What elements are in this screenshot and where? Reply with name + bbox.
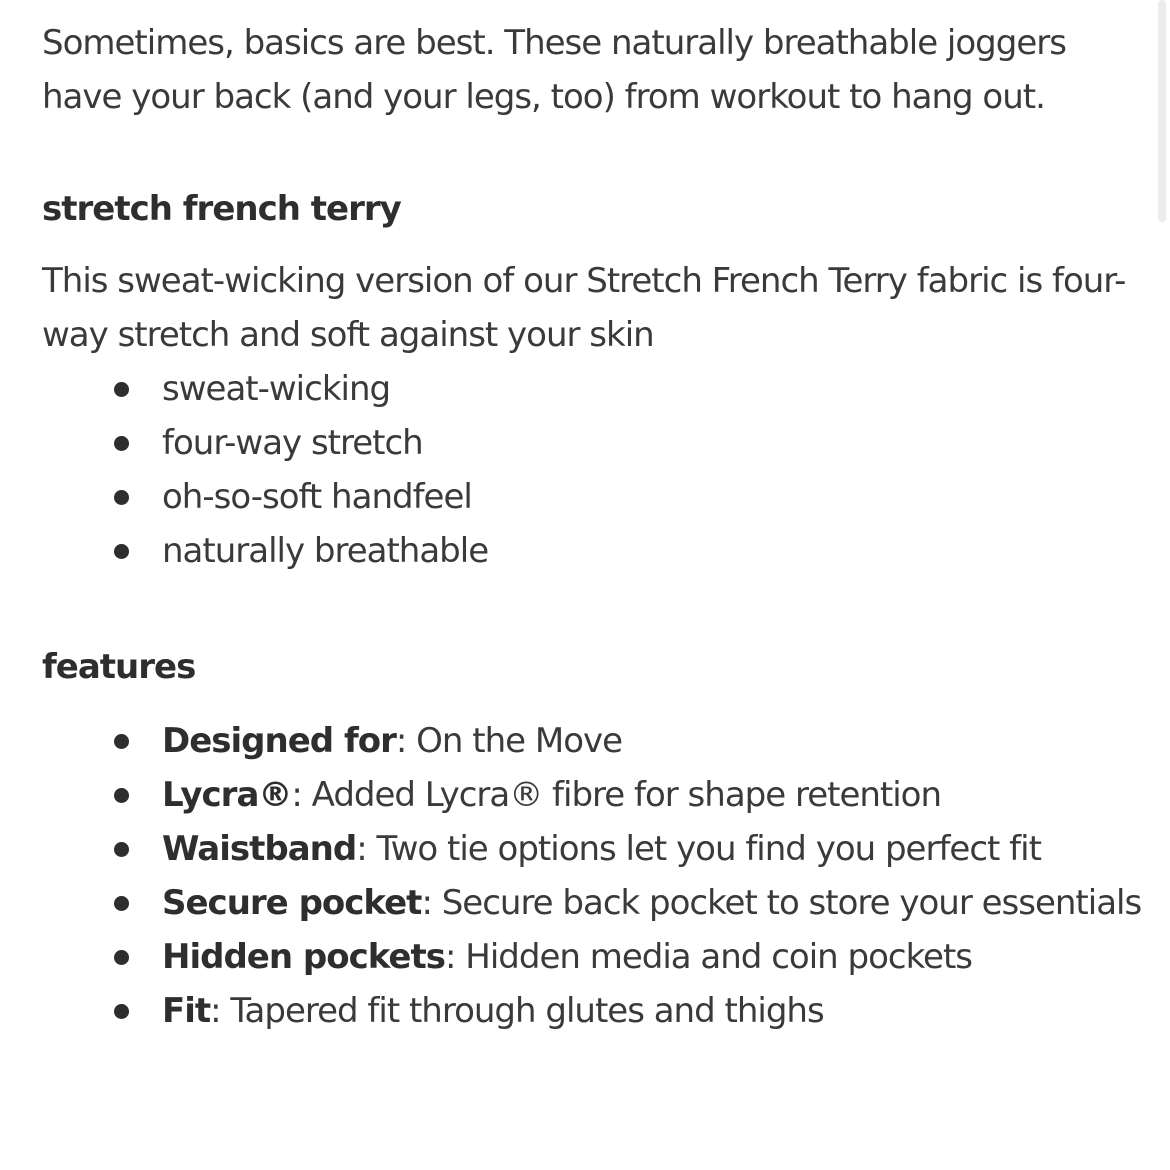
feature-label: Hidden pockets [162, 937, 445, 977]
feature-label: Fit [162, 991, 211, 1031]
list-item [42, 822, 1142, 876]
fabric-bullet-list [42, 362, 1142, 578]
bullet-icon [114, 788, 129, 803]
product-description [42, 16, 1142, 1038]
feature-text: : Two tie options let you find you perfect fit [356, 829, 1041, 869]
feature-label: Designed for [162, 721, 396, 761]
feature-label: Lycra® [162, 775, 292, 815]
fabric-description: This sweat-wicking version of our Stretch French Terry fabric is four-way stretch and soft against your skin [42, 261, 1126, 355]
fabric-heading: stretch french terry [42, 189, 401, 229]
feature-text: : Secure back pocket to store your essentials [421, 883, 1142, 923]
bullet-icon [114, 490, 129, 505]
list-item [42, 362, 1142, 416]
list-item [42, 470, 1142, 524]
bullet-icon [114, 382, 129, 397]
bullet-icon [114, 734, 129, 749]
fabric-bullet-text: sweat-wicking [162, 369, 391, 409]
feature-label: Secure pocket [162, 883, 422, 923]
bullet-icon [114, 842, 129, 857]
list-item [42, 416, 1142, 470]
feature-text: : Tapered fit through glutes and thighs [210, 991, 824, 1031]
feature-label: Waistband [162, 829, 357, 869]
fabric-bullet-text: naturally breathable [162, 531, 489, 571]
bullet-icon [114, 1004, 129, 1019]
feature-text: : On the Move [395, 721, 623, 761]
bullet-icon [114, 950, 129, 965]
vertical-scrollbar[interactable] [1158, 0, 1166, 222]
features-heading: features [42, 647, 196, 687]
list-item [42, 768, 1142, 822]
intro-paragraph: Sometimes, basics are best. These naturally breathable joggers have your back (and your legs, too) from workout to hang out. [42, 23, 1066, 117]
bullet-icon [114, 436, 129, 451]
list-item [42, 930, 1142, 984]
fabric-bullet-text: oh-so-soft handfeel [162, 477, 472, 517]
features-list [42, 714, 1142, 1038]
list-item [42, 524, 1142, 578]
feature-text: : Hidden media and coin pockets [445, 937, 973, 977]
feature-text: : Added Lycra® fibre for shape retention [291, 775, 942, 815]
list-item [42, 876, 1142, 930]
bullet-icon [114, 896, 129, 911]
bullet-icon [114, 544, 129, 559]
list-item [42, 714, 1142, 768]
fabric-bullet-text: four-way stretch [162, 423, 423, 463]
list-item [42, 984, 1142, 1038]
